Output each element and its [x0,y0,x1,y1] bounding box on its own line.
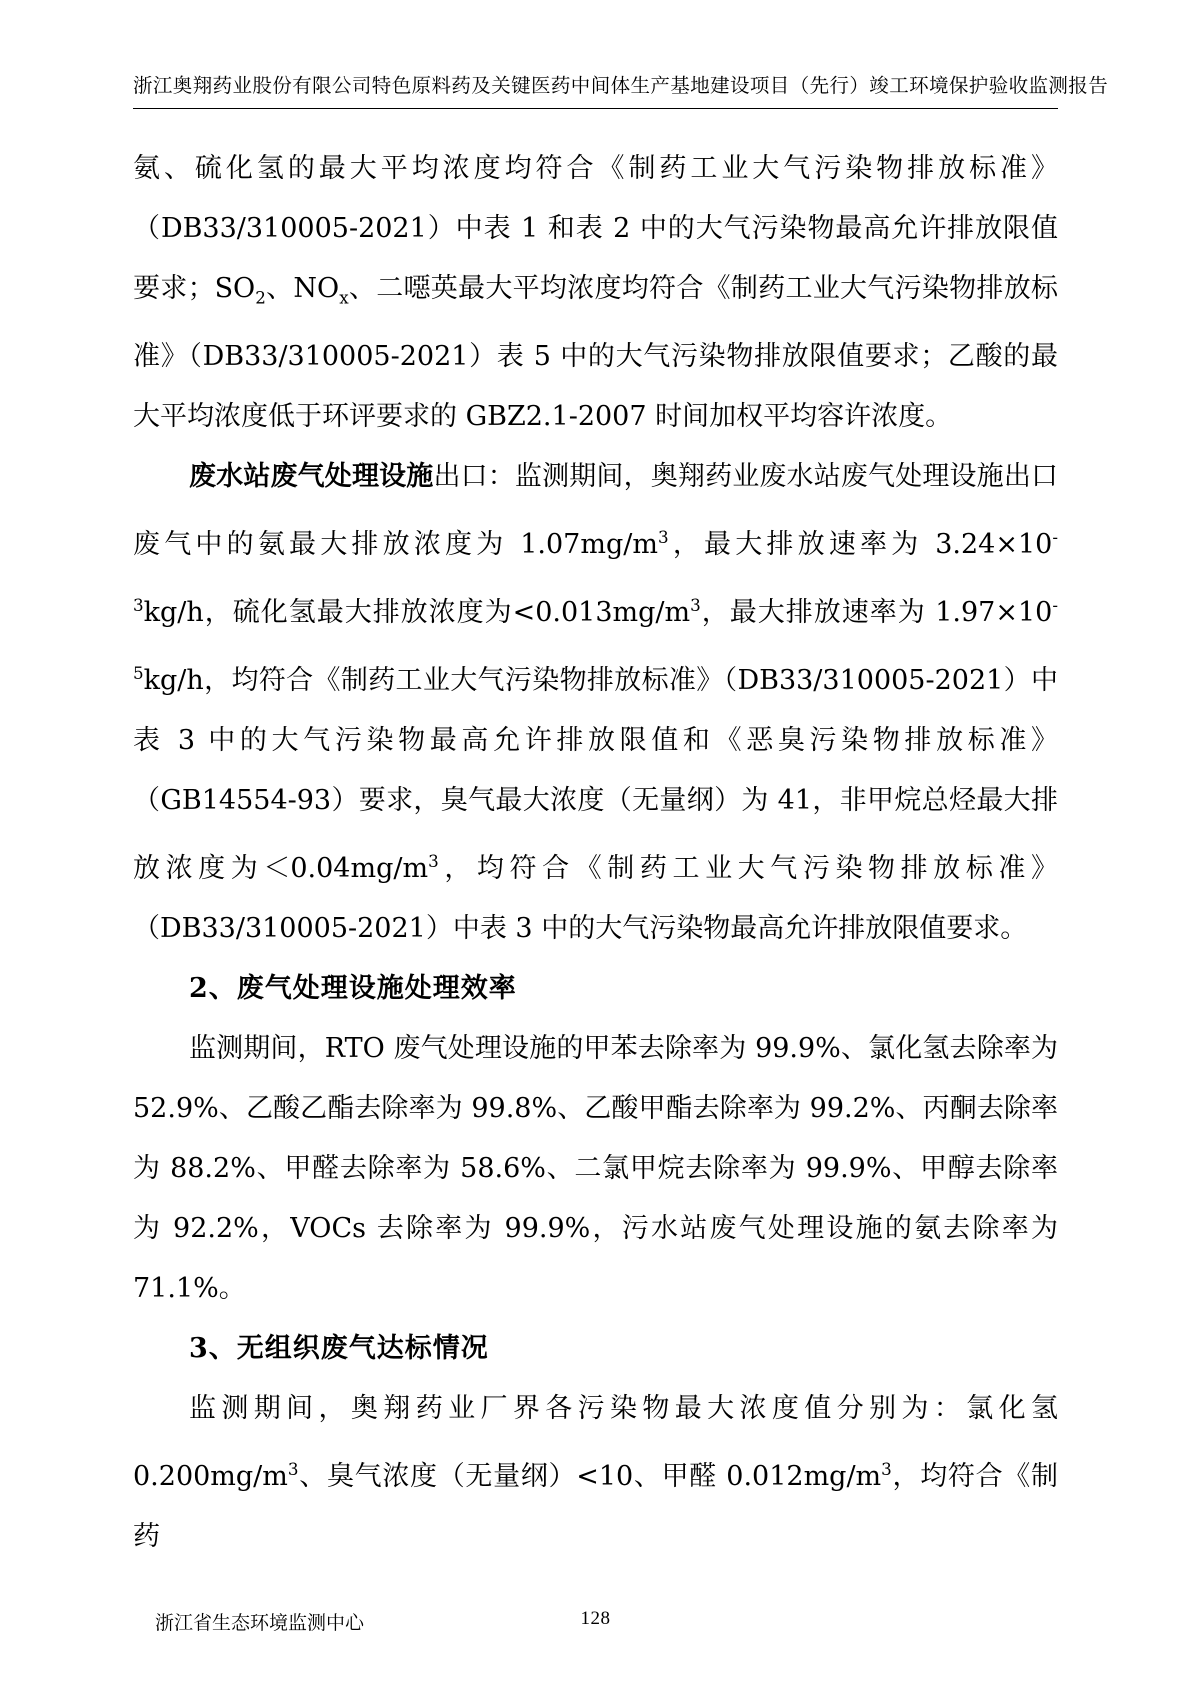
paragraph-4 [133,1379,1058,1567]
paragraph-1-sub-2: x [339,287,349,308]
paragraph-2-part-a: 出口：监测期间，奥翔药业废水站废气处理设施出口废气中的氨最大排放浓度为 1.07mg/m [133,461,1059,561]
paragraph-1-part-b: 、NO [265,273,340,304]
paragraph-2-part-c: kg/h，硫化氢最大排放浓度为<0.013mg/m [143,597,691,629]
paragraph-2-sup-3: 3 [690,595,701,616]
paragraph-2-sup-1: 3 [657,527,669,548]
paragraph-2-part-d: ，最大排放速率为 1.97×10 [700,597,1053,629]
section-heading-2: 2、废气处理设施处理效率 [189,973,517,1005]
paragraph-4-part-c: ，均符合《制药 [133,1461,1058,1553]
paragraph-2-sup-2: -3 [133,527,1058,616]
paragraph-4-sup-1: 3 [287,1459,299,1480]
paragraph-2-part-f: ，均符合《制药工业大气污染物排放标准》（DB33/310005-2021）中表 3 中的大气污染物最高允许排放限值要求。 [133,853,1059,945]
footer-page-number: 128 [580,1608,611,1629]
paragraph-2 [133,447,1058,959]
paragraph-2-sup-5: 3 [428,851,439,872]
paragraph-2-part-b: ，最大排放速率为 3.24×10 [668,529,1053,561]
paragraph-1 [133,139,1058,447]
page-content [133,70,1109,1567]
page-header: 浙江奥翔药业股份有限公司特色原料药及关键医药中间体生产基地建设项目（先行）竣工环境保护验收监测报告 [133,70,1058,109]
paragraph-4-part-b: 、臭气浓度（无量纲）<10、甲醛 0.012mg/m [298,1461,882,1493]
paragraph-1-part-a: 氨、硫化氢的最大平均浓度均符合《制药工业大气污染物排放标准》（DB33/310005-2021）中表 1 和表 2 中的大气污染物最高允许排放限值要求；SO [133,153,1058,304]
paragraph-2-bold-lead: 废水站废气处理设施 [189,461,434,493]
paragraph-2-sup-4: -5 [133,595,1058,684]
paragraph-1-part-c: 、二噁英最大平均浓度均符合《制药工业大气污染物排放标准》（DB33/310005-2021）表 5 中的大气污染物排放限值要求；乙酸的最大平均浓度低于环评要求的 GBZ2.1-2007 时间加权平均容许浓度。 [133,273,1058,433]
paragraph-1-sub-1: 2 [255,287,266,308]
footer-organization: 浙江省生态环境监测中心 [155,1613,365,1634]
paragraph-3: 监测期间，RTO 废气处理设施的甲苯去除率为 99.9%、氯化氢去除率为 52.9%、乙酸乙酯去除率为 99.8%、乙酸甲酯去除率为 99.2%、丙酮去除率为 88.2%、甲醛去除率为 58.6%、二氯甲烷去除率为 99.9%、甲醇去除率为 92.2%，VOCs 去除率为 99.9%，污水站废气处理设施的氨去除率为 71.1%。 [133,1033,1058,1305]
document-body [133,139,1058,1567]
paragraph-4-part-a: 监测期间，奥翔药业厂界各污染物最大浓度值分别为：氯化氢 0.200mg/m [133,1393,1058,1493]
paragraph-2-part-e: kg/h，均符合《制药工业大气污染物排放标准》（DB33/310005-2021）中表 3 中的大气污染物最高允许排放限值和《恶臭污染物排放标准》（GB14554-93）要求，臭气最大浓度（无量纲）为 41，非甲烷总烃最大排放浓度为＜0.04mg/m [133,665,1058,885]
section-heading-3: 3、无组织废气达标情况 [189,1333,489,1365]
paragraph-4-sup-2: 3 [881,1459,892,1480]
